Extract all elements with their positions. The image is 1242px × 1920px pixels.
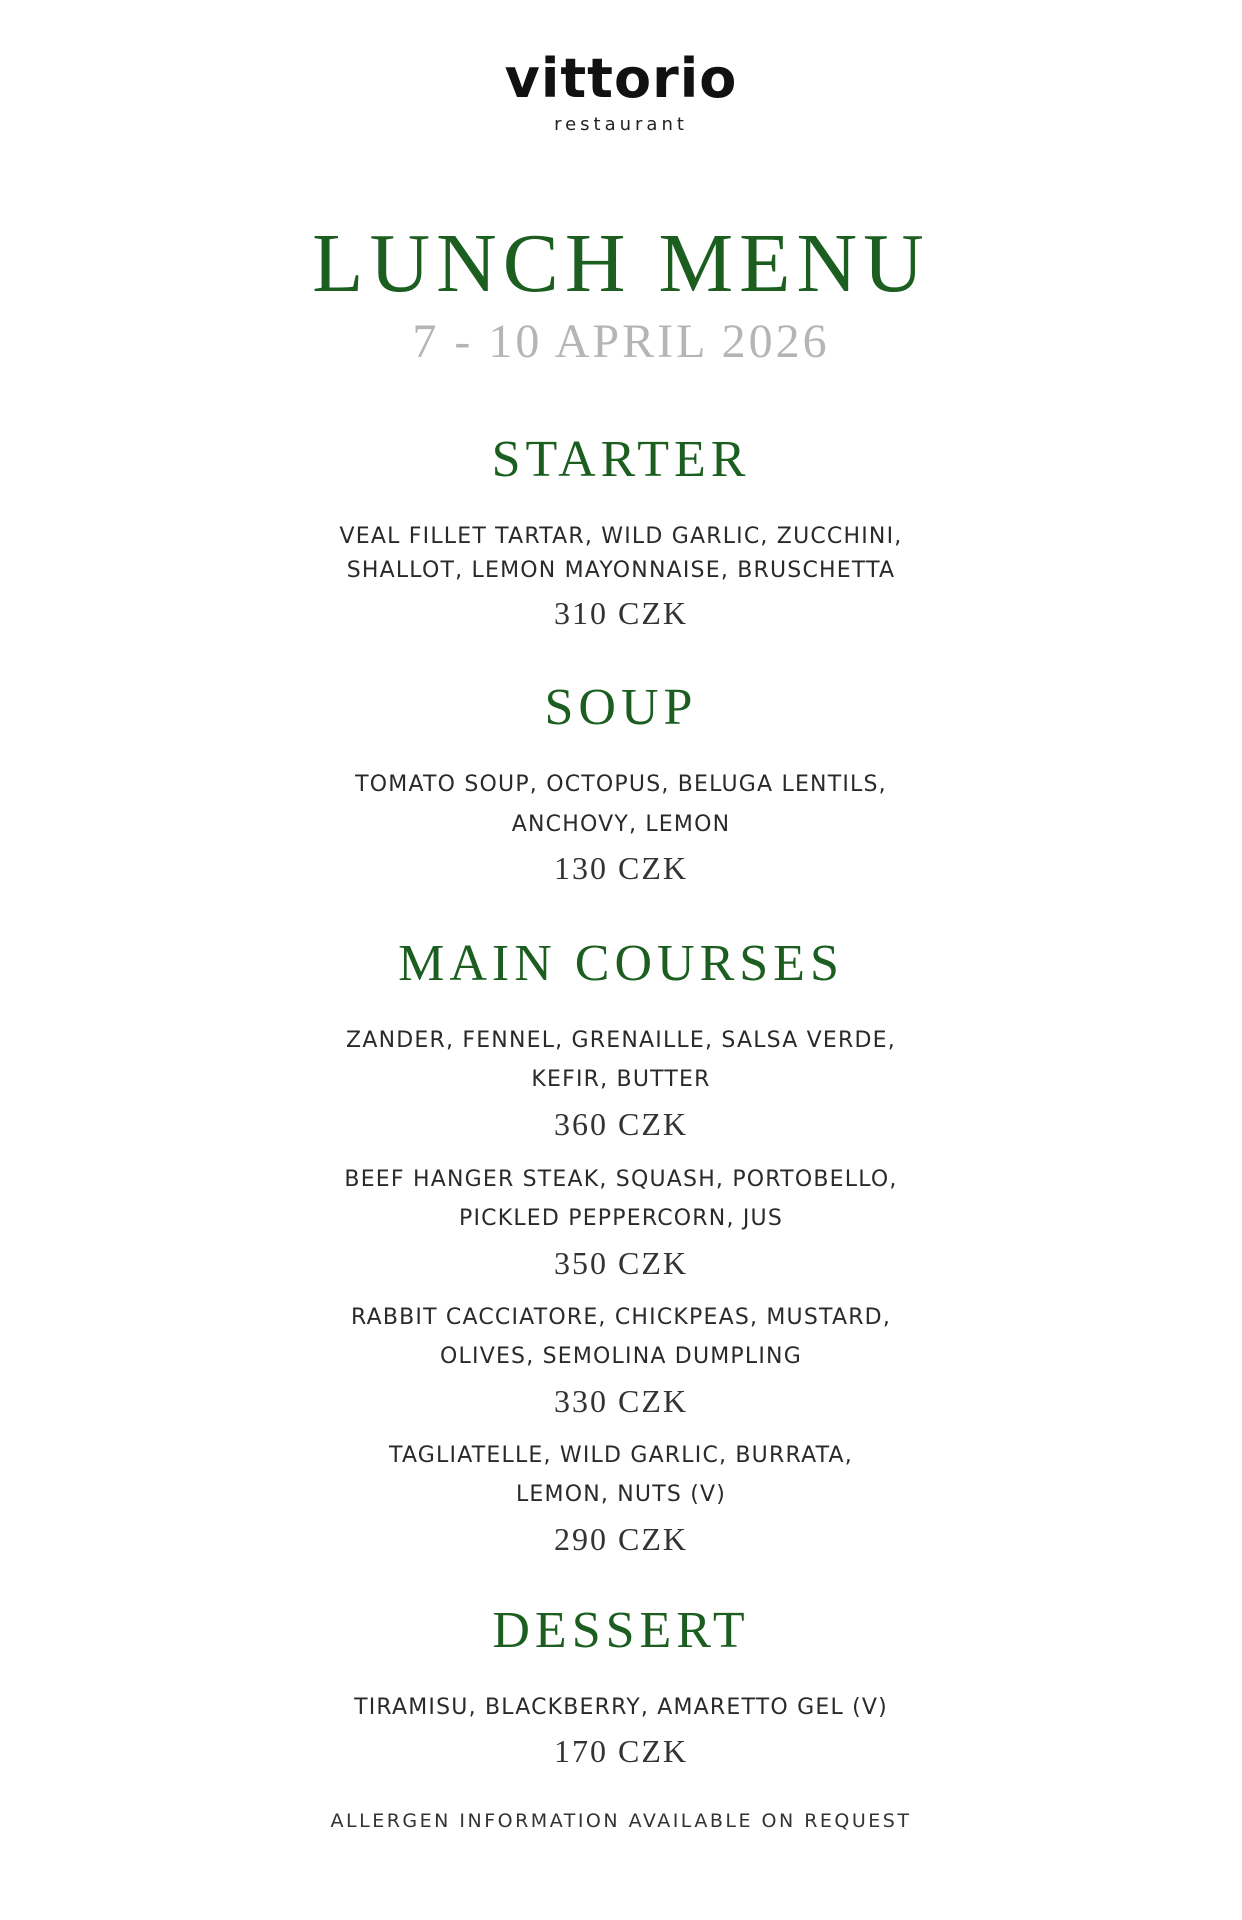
soup-item-1-line-1: TOMATO SOUP, OCTOPUS, BELUGA LENTILS,: [355, 772, 887, 797]
main-item-2-line-1: BEEF HANGER STEAK, SQUASH, PORTOBELLO,: [344, 1167, 898, 1192]
main-item-1-line-2: KEFIR, BUTTER: [531, 1067, 711, 1092]
restaurant-logo: vittorio: [504, 47, 738, 110]
section-title-starter: STARTER: [491, 431, 751, 488]
main-item-3-line-1: RABBIT CACCIATORE, CHICKPEAS, MUSTARD,: [350, 1305, 892, 1330]
starter-item-1-price: 310 CZK: [554, 595, 688, 631]
section-title-soup: SOUP: [544, 679, 698, 736]
soup-item-1-line-2: ANCHOVY, LEMON: [511, 812, 731, 837]
menu-dates: 7 - 10 APRIL 2026: [412, 315, 830, 368]
section-title-main-courses: MAIN COURSES: [398, 935, 844, 992]
allergen-note: ALLERGEN INFORMATION AVAILABLE ON REQUEST: [330, 1810, 912, 1832]
soup-item-1-price: 130 CZK: [554, 850, 688, 886]
starter-item-1-line-2: SHALLOT, LEMON MAYONNAISE, BRUSCHETTA: [346, 558, 896, 583]
main-item-1-line-1: ZANDER, FENNEL, GRENAILLE, SALSA VERDE,: [346, 1028, 896, 1053]
main-item-4-price: 290 CZK: [554, 1521, 688, 1557]
starter-item-1-line-1: VEAL FILLET TARTAR, WILD GARLIC, ZUCCHINI,: [339, 524, 903, 549]
main-item-2-price: 350 CZK: [554, 1245, 688, 1281]
main-item-3-price: 330 CZK: [554, 1383, 688, 1419]
dessert-item-1-price: 170 CZK: [554, 1733, 688, 1769]
section-title-dessert: DESSERT: [492, 1602, 750, 1659]
main-item-3-line-2: OLIVES, SEMOLINA DUMPLING: [440, 1344, 802, 1369]
main-item-2-line-2: PICKLED PEPPERCORN, JUS: [459, 1206, 783, 1231]
dessert-item-1-line-1: TIRAMISU, BLACKBERRY, AMARETTO GEL (V): [354, 1695, 888, 1720]
main-item-1-price: 360 CZK: [554, 1106, 688, 1142]
main-item-4-line-2: LEMON, NUTS (V): [515, 1482, 727, 1507]
main-item-4-line-1: TAGLIATELLE, WILD GARLIC, BURRATA,: [389, 1443, 853, 1468]
restaurant-logo-subtitle: restaurant: [554, 114, 688, 135]
menu-title: LUNCH MENU: [312, 217, 930, 310]
